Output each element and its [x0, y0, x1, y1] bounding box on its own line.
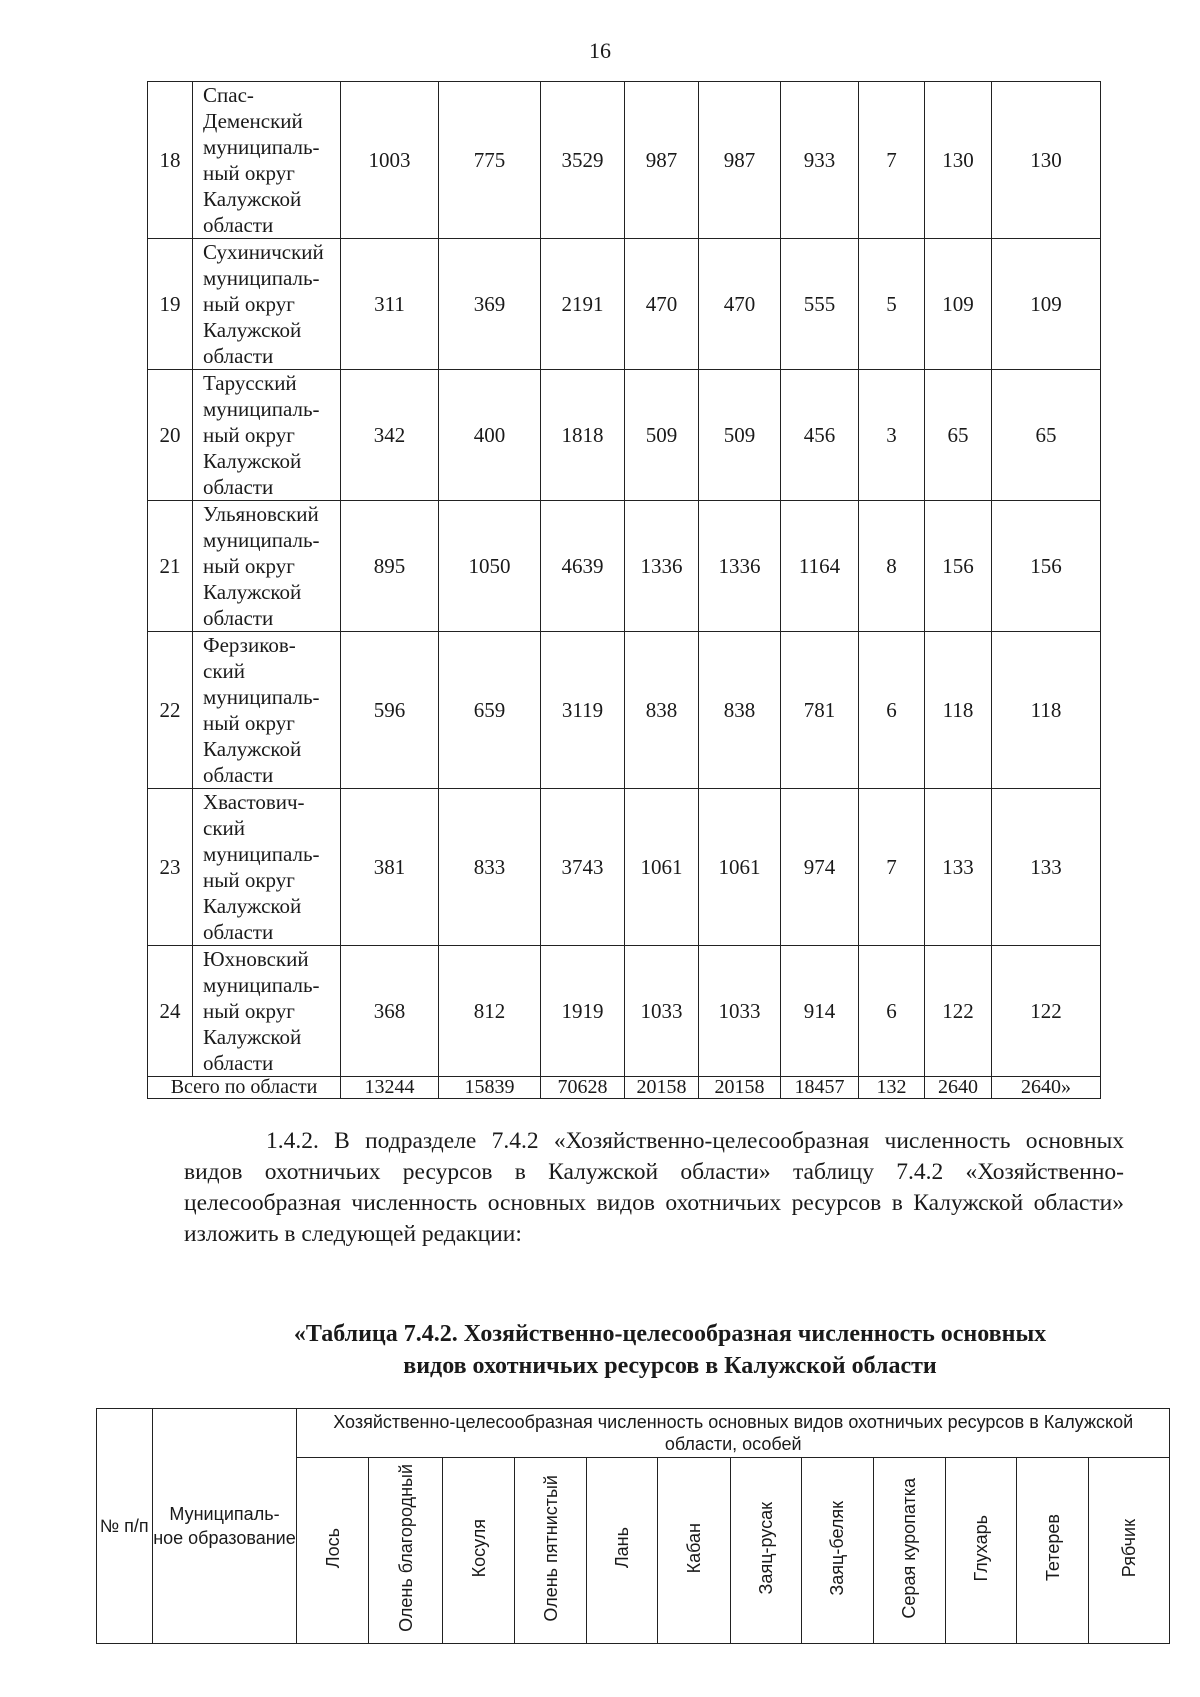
value-cell: 122 — [992, 946, 1101, 1077]
table-row — [148, 946, 1101, 1077]
total-value: 13244 — [341, 1077, 439, 1099]
value-cell: 509 — [625, 370, 699, 501]
value-cell: 109 — [992, 239, 1101, 370]
value-cell: 470 — [699, 239, 781, 370]
species-header: Олень благородный — [369, 1458, 443, 1644]
value-cell: 596 — [341, 632, 439, 789]
value-cell: 555 — [781, 239, 859, 370]
species-header: Кабан — [657, 1458, 730, 1644]
value-cell: 65 — [925, 370, 992, 501]
total-value: 132 — [859, 1077, 925, 1099]
row-number: 18 — [148, 82, 193, 239]
total-value: 2640 — [925, 1077, 992, 1099]
value-cell: 1061 — [625, 789, 699, 946]
species-header: Глухарь — [945, 1458, 1017, 1644]
col-municipality-header: Муниципаль- ное образование — [152, 1409, 297, 1644]
table-row — [148, 239, 1101, 370]
value-cell: 1033 — [699, 946, 781, 1077]
municipality-name: Сухиничский муниципаль- ный округ Калужской области — [193, 239, 341, 370]
value-cell: 838 — [625, 632, 699, 789]
group-header: Хозяйственно-целесообразная численность основных видов охотничьих ресурсов в Калужской области, особей — [297, 1409, 1170, 1458]
value-cell: 122 — [925, 946, 992, 1077]
value-cell: 369 — [439, 239, 541, 370]
value-cell: 1033 — [625, 946, 699, 1077]
total-value: 70628 — [541, 1077, 625, 1099]
value-cell: 914 — [781, 946, 859, 1077]
species-header: Олень пятнистый — [515, 1458, 587, 1644]
value-cell: 833 — [439, 789, 541, 946]
row-number: 22 — [148, 632, 193, 789]
table-row — [148, 501, 1101, 632]
value-cell: 156 — [992, 501, 1101, 632]
value-cell: 130 — [992, 82, 1101, 239]
total-value: 20158 — [699, 1077, 781, 1099]
value-cell: 895 — [341, 501, 439, 632]
value-cell: 987 — [699, 82, 781, 239]
row-number: 19 — [148, 239, 193, 370]
value-cell: 118 — [925, 632, 992, 789]
value-cell: 781 — [781, 632, 859, 789]
value-cell: 156 — [925, 501, 992, 632]
table-row — [148, 632, 1101, 789]
species-header: Лось — [297, 1458, 369, 1644]
page-number: 16 — [589, 38, 611, 63]
municipality-name: Ферзиков- ский муниципаль- ный округ Калужской области — [193, 632, 341, 789]
value-cell: 1818 — [541, 370, 625, 501]
table-row — [148, 82, 1101, 239]
total-label: Всего по области — [148, 1077, 341, 1099]
value-cell: 5 — [859, 239, 925, 370]
value-cell: 1919 — [541, 946, 625, 1077]
value-cell: 400 — [439, 370, 541, 501]
value-cell: 109 — [925, 239, 992, 370]
value-cell: 1336 — [625, 501, 699, 632]
species-header: Заяц-русак — [730, 1458, 801, 1644]
value-cell: 1050 — [439, 501, 541, 632]
species-header: Серая куропатка — [873, 1458, 945, 1644]
value-cell: 133 — [992, 789, 1101, 946]
value-cell: 7 — [859, 82, 925, 239]
value-cell: 381 — [341, 789, 439, 946]
value-cell: 3119 — [541, 632, 625, 789]
value-cell: 3 — [859, 370, 925, 501]
species-header: Заяц-беляк — [801, 1458, 873, 1644]
value-cell: 3529 — [541, 82, 625, 239]
value-cell: 1003 — [341, 82, 439, 239]
species-header: Тетерев — [1017, 1458, 1089, 1644]
value-cell: 470 — [625, 239, 699, 370]
col-no-header: № п/п — [97, 1409, 153, 1644]
value-cell: 118 — [992, 632, 1101, 789]
value-cell: 775 — [439, 82, 541, 239]
municipality-name: Тарусский муниципаль- ный округ Калужской области — [193, 370, 341, 501]
value-cell: 987 — [625, 82, 699, 239]
municipality-name: Хвастович- ский муниципаль- ный округ Калужской области — [193, 789, 341, 946]
row-number: 23 — [148, 789, 193, 946]
table-row — [148, 789, 1101, 946]
table-top — [147, 81, 1101, 1099]
value-cell: 65 — [992, 370, 1101, 501]
value-cell: 6 — [859, 946, 925, 1077]
table-row — [148, 370, 1101, 501]
value-cell: 342 — [341, 370, 439, 501]
value-cell: 1336 — [699, 501, 781, 632]
species-header: Рябчик — [1089, 1458, 1170, 1644]
value-cell: 368 — [341, 946, 439, 1077]
species-header: Косуля — [443, 1458, 515, 1644]
amendment-paragraph — [184, 1126, 1124, 1250]
value-cell: 3743 — [541, 789, 625, 946]
total-value: 20158 — [625, 1077, 699, 1099]
row-number: 20 — [148, 370, 193, 501]
municipality-name: Ульяновский муниципаль- ный округ Калужской области — [193, 501, 341, 632]
value-cell: 8 — [859, 501, 925, 632]
total-value: 2640» — [992, 1077, 1101, 1099]
value-cell: 2191 — [541, 239, 625, 370]
value-cell: 1061 — [699, 789, 781, 946]
value-cell: 1164 — [781, 501, 859, 632]
table2-title — [220, 1318, 1120, 1382]
row-number: 21 — [148, 501, 193, 632]
row-number: 24 — [148, 946, 193, 1077]
municipality-name: Юхновский муниципаль- ный округ Калужской области — [193, 946, 341, 1077]
value-cell: 4639 — [541, 501, 625, 632]
value-cell: 659 — [439, 632, 541, 789]
table2-title-line1: «Таблица 7.4.2. Хозяйственно-целесообразная численность основных — [293, 1321, 1047, 1347]
table2-title-line2: видов охотничьих ресурсов в Калужской области — [403, 1353, 937, 1379]
value-cell: 6 — [859, 632, 925, 789]
municipality-name: Спас- Деменский муниципаль- ный округ Калужской области — [193, 82, 341, 239]
total-value: 15839 — [439, 1077, 541, 1099]
value-cell: 933 — [781, 82, 859, 239]
value-cell: 311 — [341, 239, 439, 370]
table-species-header — [96, 1408, 1170, 1644]
value-cell: 133 — [925, 789, 992, 946]
value-cell: 509 — [699, 370, 781, 501]
value-cell: 456 — [781, 370, 859, 501]
value-cell: 7 — [859, 789, 925, 946]
value-cell: 974 — [781, 789, 859, 946]
total-value: 18457 — [781, 1077, 859, 1099]
species-header: Лань — [587, 1458, 658, 1644]
total-row — [148, 1077, 1101, 1099]
paragraph-text: 1.4.2. В подразделе 7.4.2 «Хозяйственно-целесообразная численность основных видов охотничьих ресурсов в Калужской области» таблицу 7.4.2 «Хозяйственно-целесообразная численность основных видов охотничьих ресурсов в Калужской области» изложить в следующей редакции: — [184, 1128, 1124, 1247]
value-cell: 838 — [699, 632, 781, 789]
value-cell: 130 — [925, 82, 992, 239]
value-cell: 812 — [439, 946, 541, 1077]
